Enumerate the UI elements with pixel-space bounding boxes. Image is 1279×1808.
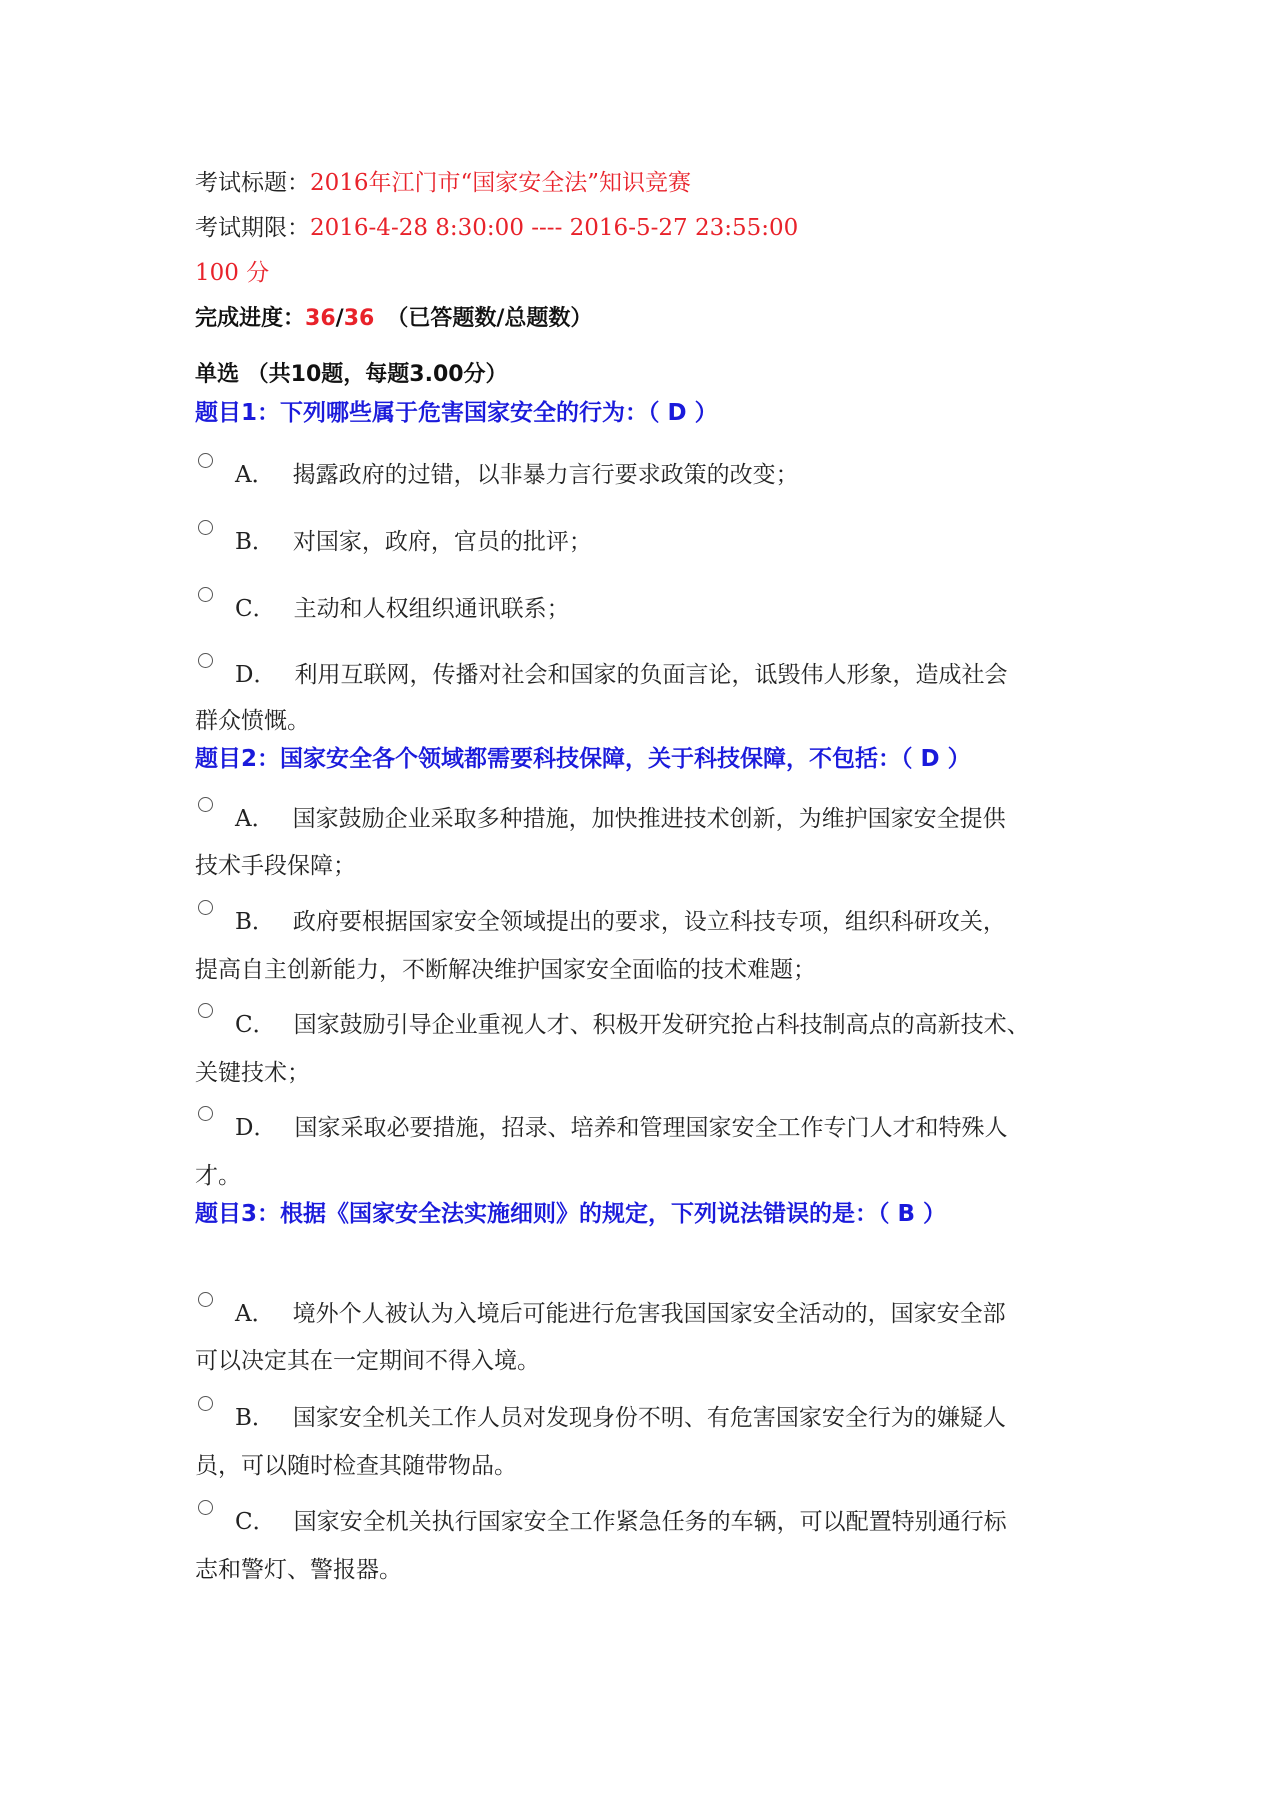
exam-period-row: [195, 213, 798, 243]
option-continuation: 提高自主创新能力，不断解决维护国家安全面临的技术难题；: [195, 957, 816, 983]
option-continuation: 群众愤慨。: [195, 708, 310, 734]
option-text: 揭露政府的过错，以非暴力言行要求政策的改变；: [292, 462, 799, 488]
progress-label: 完成进度：: [195, 306, 306, 331]
radio-button[interactable]: [198, 1500, 213, 1515]
option-letter: B．: [235, 909, 275, 935]
question-3-option-c[interactable]: [195, 1499, 1095, 1546]
progress-total: 36: [343, 306, 375, 331]
option-letter: C．: [235, 596, 276, 622]
radio-button[interactable]: [198, 587, 213, 602]
radio-button[interactable]: [198, 797, 213, 812]
exam-score: 100 分: [195, 260, 270, 286]
option-text: 国家采取必要措施，招录、培养和管理国家安全工作专门人才和特殊人: [294, 1115, 1008, 1141]
radio-button[interactable]: [198, 1292, 213, 1307]
option-text: 政府要根据国家安全领域提出的要求，设立科技专项，组织科研攻关，: [292, 909, 1006, 935]
radio-button[interactable]: [198, 653, 213, 668]
option-text: 境外个人被认为入境后可能进行危害我国国家安全活动的，国家安全部: [292, 1301, 1006, 1327]
progress-note: （已答题数/总题数）: [386, 306, 593, 331]
exam-title-row: [195, 168, 691, 198]
question-2-option-a[interactable]: [195, 796, 1095, 843]
question-3-option-a[interactable]: [195, 1291, 1095, 1338]
question-2-title: 题目2：国家安全各个领域都需要科技保障，关于科技保障，不包括：（ D ）: [195, 746, 971, 772]
radio-button[interactable]: [198, 520, 213, 535]
question-1-title: 题目1：下列哪些属于危害国家安全的行为：（ D ）: [195, 400, 718, 426]
option-text: 国家鼓励引导企业重视人才、积极开发研究抢占科技制高点的高新技术、: [293, 1012, 1030, 1038]
option-continuation: 可以决定其在一定期间不得入境。: [195, 1348, 540, 1374]
question-1-option-a[interactable]: [195, 452, 1095, 499]
option-letter: A．: [235, 806, 275, 832]
exam-title-label: 考试标题：: [195, 170, 310, 196]
radio-button[interactable]: [198, 1106, 213, 1121]
option-text: 利用互联网，传播对社会和国家的负面言论，诋毁伟人形象，造成社会: [294, 662, 1008, 688]
question-2-option-d[interactable]: [195, 1105, 1095, 1152]
option-text: 国家鼓励企业采取多种措施，加快推进技术创新，为维护国家安全提供: [292, 806, 1006, 832]
option-letter: A．: [235, 462, 275, 488]
option-letter: B．: [235, 529, 275, 555]
option-text: 主动和人权组织通讯联系；: [293, 596, 570, 622]
radio-button[interactable]: [198, 900, 213, 915]
option-continuation: 员，可以随时检查其随带物品。: [195, 1453, 517, 1479]
radio-button[interactable]: [198, 1003, 213, 1018]
question-1-option-b[interactable]: [195, 519, 1095, 566]
option-continuation: 技术手段保障；: [195, 853, 356, 879]
question-1-option-c[interactable]: [195, 586, 1095, 633]
option-letter: C．: [235, 1509, 276, 1535]
question-3-title: 题目3：根据《国家安全法实施细则》的规定，下列说法错误的是：（ B ）: [195, 1201, 947, 1227]
exam-title-value: 2016年江门市“国家安全法”知识竞赛: [310, 170, 692, 196]
option-continuation: 志和警灯、警报器。: [195, 1557, 402, 1583]
question-2-option-b[interactable]: [195, 899, 1095, 946]
question-1-option-d[interactable]: [195, 652, 1095, 699]
option-letter: B．: [235, 1405, 275, 1431]
option-text: 国家安全机关工作人员对发现身份不明、有危害国家安全行为的嫌疑人: [292, 1405, 1006, 1431]
option-letter: D．: [235, 1115, 277, 1141]
radio-button[interactable]: [198, 453, 213, 468]
option-letter: C．: [235, 1012, 276, 1038]
option-letter: D．: [235, 662, 277, 688]
option-continuation: 关键技术；: [195, 1060, 310, 1086]
option-continuation: 才。: [195, 1163, 241, 1189]
question-2-option-c[interactable]: [195, 1002, 1095, 1049]
question-3-option-b[interactable]: [195, 1395, 1095, 1442]
progress-done: 36: [305, 306, 336, 331]
option-letter: A．: [235, 1301, 275, 1327]
option-text: 对国家，政府，官员的批评；: [292, 529, 592, 555]
progress-separator: /: [335, 306, 344, 331]
exam-period-label: 考试期限：: [195, 215, 310, 241]
section-header: 单选 （共10题，每题3.00分）: [195, 362, 508, 387]
progress-row: [195, 304, 592, 334]
option-text: 国家安全机关执行国家安全工作紧急任务的车辆，可以配置特别通行标: [293, 1509, 1007, 1535]
radio-button[interactable]: [198, 1396, 213, 1411]
exam-period-value: 2016-4-28 8:30:00 ---- 2016-5-27 23:55:00: [310, 215, 799, 241]
